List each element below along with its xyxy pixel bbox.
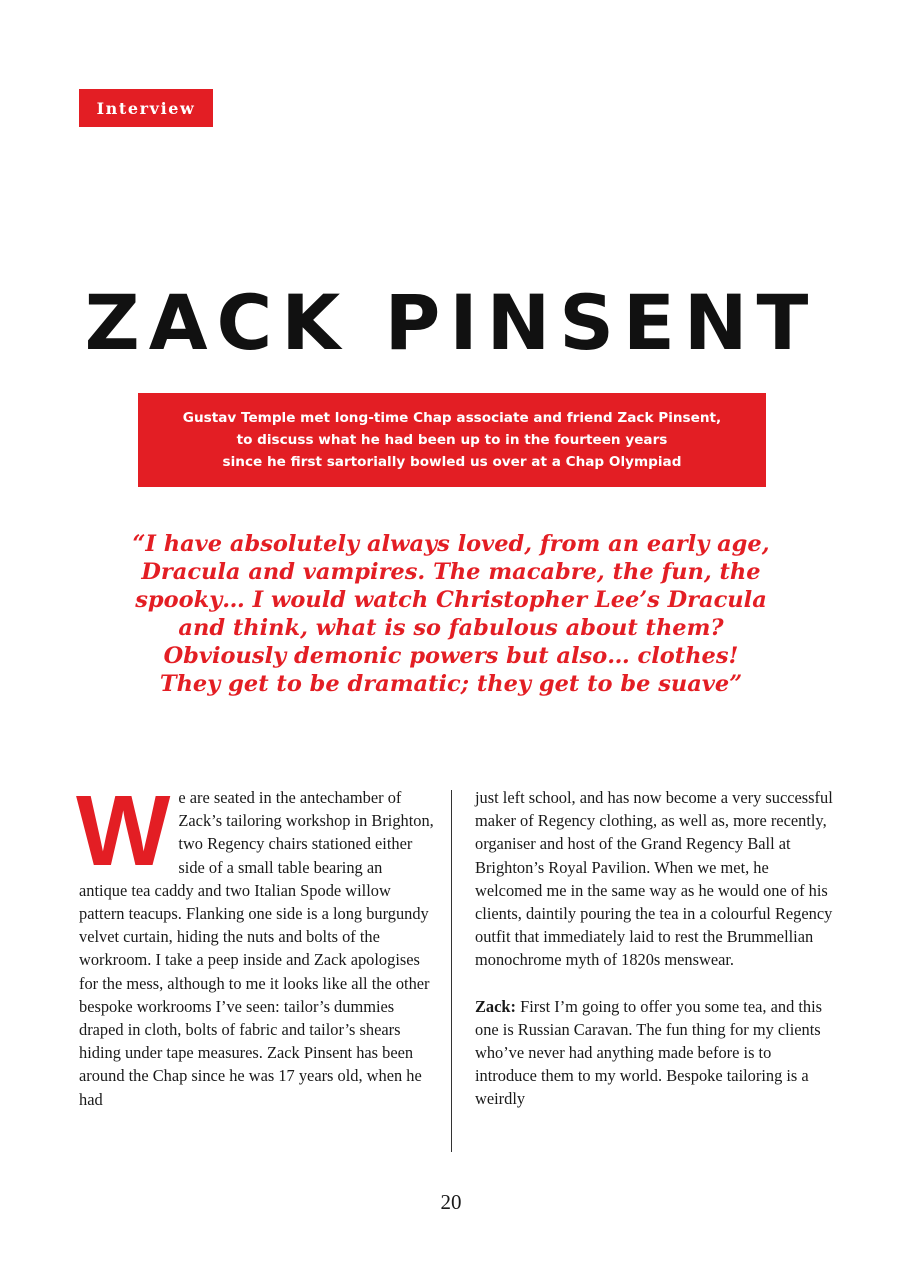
pull-quote: “I have absolutely always loved, from an early age, Dracula and vampires. The macabre, the fun, the spooky… I would watch Christopher Lee’s Dracula and think, what is so fabulous about them? Obviously demonic powers but also… clothes! They get to be dramatic; they get to be suave” xyxy=(132,531,770,697)
qa-paragraph xyxy=(475,995,835,1111)
section-tag: Interview xyxy=(79,89,213,127)
speaker-label: Zack: xyxy=(475,996,516,1016)
body-text: just left school, and has now become a very successful maker of Regency clothing, as well as, more recently, organiser and host of the Grand Regency Ball at Brighton’s Royal Pavilion. When we met, he welcomed me in the same way as he would one of his clients, daintily pouring the tea in a colourful Regency outfit that immediately laid to rest the Brummellian monochrome myth of 1820s menswear. xyxy=(475,788,833,970)
body-column-right xyxy=(475,786,835,1111)
body-text: e are seated in the antechamber of Zack’s tailoring workshop in Brighton, two Regency chairs stationed either side of a small table bearing an antique tea caddy and two Italian Spode willow pattern teacups. Flanking one side is a long burgundy velvet curtain, hiding the nuts and bolts of the workroom. I take a peep inside and Zack apologises for the mess, although to me it looks like all the other bespoke workrooms I’ve seen: tailor’s dummies draped in cloth, bolts of fabric and tailor’s shears hiding under tape measures. Zack Pinsent has been around the Chap since he was 17 years old, when he had xyxy=(79,788,434,1109)
body-paragraph xyxy=(475,786,835,972)
body-column-left xyxy=(76,775,434,1111)
qa-text: First I’m going to offer you some tea, and this one is Russian Caravan. The fun thing for my clients who’ve never had anything made before is to introduce them to my world. Bespoke tailoring is a weirdly xyxy=(475,996,823,1109)
drop-cap: W xyxy=(76,775,171,887)
article-title: ZACK PINSENT xyxy=(84,278,818,367)
page-number: 20 xyxy=(440,1190,462,1214)
column-divider xyxy=(451,790,452,1152)
standfirst: Gustav Temple met long-time Chap associate and friend Zack Pinsent, to discuss what he had been up to in the fourteen years since he first sartorially bowled us over at a Chap Olympiad xyxy=(138,393,766,487)
